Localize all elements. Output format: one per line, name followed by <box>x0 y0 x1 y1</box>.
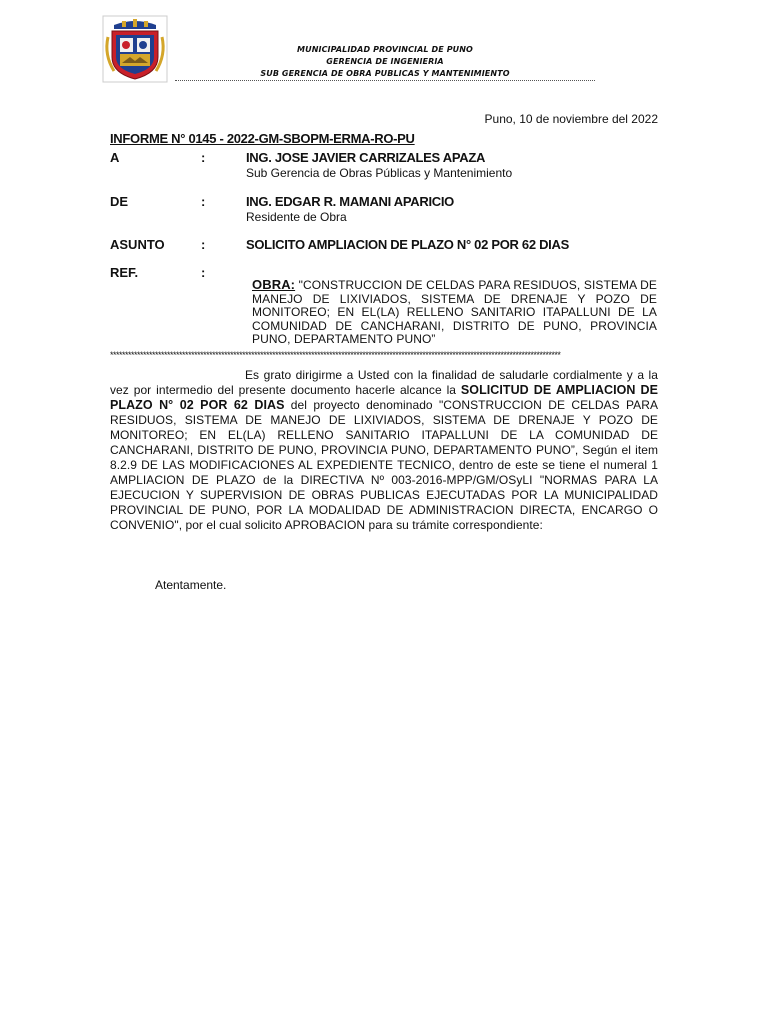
recipient-position: Sub Gerencia de Obras Públicas y Mantenimiento <box>246 166 513 180</box>
sender-name: ING. EDGAR R. MAMANI APARICIO <box>246 194 454 209</box>
reference-colon: : <box>201 265 206 280</box>
asterisk-separator: ****************************************************************************************************************************************************** <box>110 350 561 360</box>
project-label: OBRA: <box>252 277 296 292</box>
municipal-coat-of-arms-logo <box>102 15 168 83</box>
body-intro: Es grato dirigirme a Usted con la finalidad de saludarle cordialmente y a la vez por intermedio del presente documento hacerle alcance la <box>110 368 658 397</box>
reference-project <box>252 278 657 347</box>
letterhead-subdepartment: SUB GERENCIA DE OBRA PUBLICAS Y MANTENIMIENTO <box>260 69 510 78</box>
body-details: del proyecto denominado "CONSTRUCCION DE CELDAS PARA RESIDUOS, SISTEMA DE MANEJO DE LIXIVIADOS, SISTEMA DE DRENAJE Y POZO DE MONITOREO; EN EL(LA) RELLENO SANITARIO ITAPALLUNI DE LA COMUNIDAD DE CANCHARANI, DISTRITO DE PUNO, PROVINCIA PUNO, DEPARTAMENTO PUNO”, Según el item 8.2.9 DE LAS MODIFICACIONES AL EXPEDIENTE TECNICO, dentro de este se tiene el numeral 1 AMPLIACION DE PLAZO de la DIRECTIVA Nº 003-2016-MPP/GM/OSyLI "NORMAS PARA LA EJECUCION Y SUPERVISION DE OBRAS PUBLICAS EJECUTADAS POR LA MUNICIPALIDAD PROVINCIAL DE PUNO, POR LA MODALIDAD DE ADMINISTRACION DIRECTA, ENCARGO O CONVENIO", por el cual solicito APROBACION para su trámite correspondiente: <box>110 398 658 532</box>
recipient-name: ING. JOSE JAVIER CARRIZALES APAZA <box>246 150 486 165</box>
subject-text: SOLICITO AMPLIACION DE PLAZO N° 02 POR 62 DIAS <box>246 237 569 252</box>
recipient-label: A <box>110 150 120 165</box>
recipient-colon: : <box>201 150 206 165</box>
sender-label: DE <box>110 194 129 209</box>
body-request-highlight: SOLICITUD DE AMPLIACION DE PLAZO N° 02 POR 62 DIAS <box>110 383 658 412</box>
letterhead-department: GERENCIA DE INGENIERIA <box>326 57 444 66</box>
letter-body <box>110 368 658 533</box>
subject-label: ASUNTO <box>110 237 165 252</box>
project-description: "CONSTRUCCION DE CELDAS PARA RESIDUOS, SISTEMA DE MANEJO DE LIXIVIADOS, SISTEMA DE DRENAJE Y POZO DE MONITOREO; EN EL(LA) RELLENO SANITARIO ITAPALLUNI DE LA COMUNIDAD DE CANCHARANI, DISTRITO DE PUNO, PROVINCIA PUNO, DEPARTAMENTO PUNO” <box>252 278 657 346</box>
sender-position: Residente de Obra <box>246 210 347 224</box>
letterhead-municipality: MUNICIPALIDAD PROVINCIAL DE PUNO <box>297 45 473 54</box>
sender-colon: : <box>201 194 206 209</box>
reference-label: REF. <box>110 265 139 280</box>
closing-salutation: Atentamente. <box>155 578 227 592</box>
letterhead <box>175 44 595 80</box>
report-number: INFORME N° 0145 - 2022-GM-SBOPM-ERMA-RO-PU <box>110 131 415 146</box>
document-date: Puno, 10 de noviembre del 2022 <box>484 112 658 126</box>
subject-colon: : <box>201 237 206 252</box>
letterhead-dotted-divider <box>175 80 595 81</box>
